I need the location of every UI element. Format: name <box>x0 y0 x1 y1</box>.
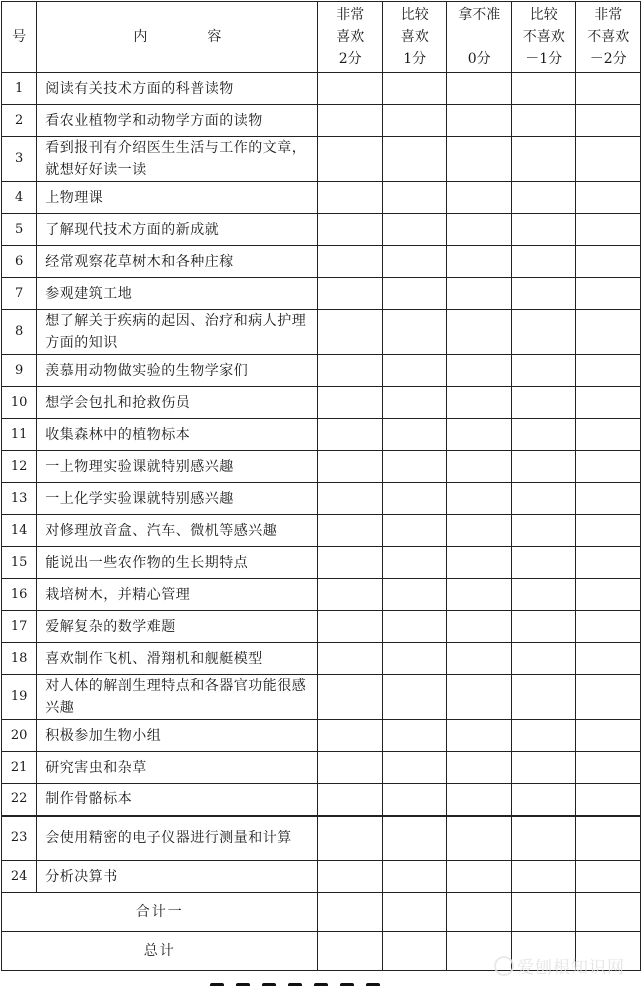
score-cell[interactable] <box>382 784 447 816</box>
score-cell[interactable] <box>318 816 383 861</box>
score-cell[interactable] <box>511 752 576 784</box>
score-cell[interactable] <box>511 105 576 137</box>
score-cell[interactable] <box>447 137 512 182</box>
row-number: 7 <box>2 278 37 310</box>
table-row <box>2 355 641 387</box>
score-cell[interactable] <box>511 451 576 483</box>
row-number: 9 <box>2 355 37 387</box>
score-cell[interactable] <box>447 893 512 932</box>
score-cell[interactable] <box>576 182 641 214</box>
header-score-line: 比较 <box>400 7 429 23</box>
score-cell[interactable] <box>382 893 447 932</box>
row-number: 18 <box>2 643 37 675</box>
table-row <box>2 278 641 310</box>
score-cell[interactable] <box>511 387 576 419</box>
row-content: 想了解关于疾病的起因、治疗和病人护理方面的知识 <box>37 310 318 355</box>
score-cell[interactable] <box>576 861 641 893</box>
score-cell[interactable] <box>511 137 576 182</box>
row-number: 19 <box>2 675 37 720</box>
score-cell[interactable] <box>576 419 641 451</box>
row-content: 能说出一些农作物的生长期特点 <box>37 547 318 579</box>
score-cell[interactable] <box>576 451 641 483</box>
score-cell[interactable] <box>318 246 383 278</box>
score-cell[interactable] <box>318 214 383 246</box>
score-cell[interactable] <box>318 310 383 355</box>
score-cell[interactable] <box>318 515 383 547</box>
score-cell[interactable] <box>576 579 641 611</box>
table-row <box>2 419 641 451</box>
header-score-points: －1分 <box>525 51 563 67</box>
score-cell[interactable] <box>447 816 512 861</box>
table-row <box>2 752 641 784</box>
row-number: 16 <box>2 579 37 611</box>
row-content: 一上化学实验课就特别感兴趣 <box>37 483 318 515</box>
score-cell[interactable] <box>511 278 576 310</box>
score-cell[interactable] <box>447 579 512 611</box>
score-cell[interactable] <box>447 214 512 246</box>
header-score-very-dislike <box>576 2 641 73</box>
table-row <box>2 784 641 816</box>
score-cell[interactable] <box>447 451 512 483</box>
score-cell[interactable] <box>382 214 447 246</box>
score-cell[interactable] <box>447 419 512 451</box>
score-cell[interactable] <box>576 547 641 579</box>
score-cell[interactable] <box>511 675 576 720</box>
score-cell[interactable] <box>382 611 447 643</box>
score-cell[interactable] <box>382 310 447 355</box>
score-cell[interactable] <box>511 643 576 675</box>
score-cell[interactable] <box>382 355 447 387</box>
row-content: 制作骨骼标本 <box>37 784 318 816</box>
row-number: 13 <box>2 483 37 515</box>
score-cell[interactable] <box>318 720 383 752</box>
row-number: 23 <box>2 816 37 861</box>
score-cell[interactable] <box>447 515 512 547</box>
score-cell[interactable] <box>447 483 512 515</box>
row-number: 10 <box>2 387 37 419</box>
score-cell[interactable] <box>576 105 641 137</box>
row-number: 3 <box>2 137 37 182</box>
header-score-line: 不喜欢 <box>587 29 630 45</box>
interest-survey-table <box>1 1 641 971</box>
table-row <box>2 246 641 278</box>
score-cell[interactable] <box>447 278 512 310</box>
row-number: 21 <box>2 752 37 784</box>
score-cell[interactable] <box>447 861 512 893</box>
row-number: 20 <box>2 720 37 752</box>
score-cell[interactable] <box>318 73 383 105</box>
score-cell[interactable] <box>576 515 641 547</box>
row-number: 14 <box>2 515 37 547</box>
score-cell[interactable] <box>382 643 447 675</box>
table-row <box>2 483 641 515</box>
header-score-line: 非常 <box>336 7 365 23</box>
score-cell[interactable] <box>447 387 512 419</box>
header-score-line: 不喜欢 <box>522 29 565 45</box>
score-cell[interactable] <box>511 784 576 816</box>
table-row <box>2 310 641 355</box>
table-row <box>2 451 641 483</box>
table-row <box>2 675 641 720</box>
score-cell[interactable] <box>318 643 383 675</box>
score-cell[interactable] <box>576 214 641 246</box>
header-score-line: 拿不准 <box>458 7 501 23</box>
header-score-points: 1分 <box>403 51 427 67</box>
score-cell[interactable] <box>318 387 383 419</box>
score-cell[interactable] <box>382 73 447 105</box>
row-number: 4 <box>2 182 37 214</box>
row-content: 上物理课 <box>37 182 318 214</box>
score-cell[interactable] <box>576 784 641 816</box>
header-score-line: 比较 <box>529 7 558 23</box>
table-row <box>2 515 641 547</box>
row-content: 喜欢制作飞机、滑翔机和舰艇模型 <box>37 643 318 675</box>
score-cell[interactable] <box>511 579 576 611</box>
score-cell[interactable] <box>447 547 512 579</box>
row-content: 栽培树木，并精心管理 <box>37 579 318 611</box>
table-row <box>2 579 641 611</box>
score-cell[interactable] <box>576 310 641 355</box>
header-score-like <box>382 2 447 73</box>
header-content <box>37 2 318 73</box>
row-number: 22 <box>2 784 37 816</box>
score-cell[interactable] <box>511 419 576 451</box>
score-cell[interactable] <box>576 611 641 643</box>
score-cell[interactable] <box>511 182 576 214</box>
score-cell[interactable] <box>447 73 512 105</box>
score-cell[interactable] <box>447 355 512 387</box>
row-content: 研究害虫和杂草 <box>37 752 318 784</box>
score-cell[interactable] <box>382 752 447 784</box>
row-content: 爱解复杂的数学难题 <box>37 611 318 643</box>
score-cell[interactable] <box>382 246 447 278</box>
score-cell[interactable] <box>576 675 641 720</box>
score-cell[interactable] <box>318 483 383 515</box>
row-number: 5 <box>2 214 37 246</box>
score-cell[interactable] <box>382 182 447 214</box>
score-cell[interactable] <box>382 451 447 483</box>
table-row <box>2 73 641 105</box>
score-cell[interactable] <box>382 483 447 515</box>
score-cell[interactable] <box>576 720 641 752</box>
score-cell[interactable] <box>576 816 641 861</box>
score-cell[interactable] <box>511 816 576 861</box>
table-row <box>2 182 641 214</box>
score-cell[interactable] <box>318 451 383 483</box>
header-score-very-like <box>318 2 383 73</box>
score-cell[interactable] <box>382 816 447 861</box>
header-score-line: 喜欢 <box>336 29 365 45</box>
score-cell[interactable] <box>318 547 383 579</box>
row-number: 15 <box>2 547 37 579</box>
score-cell[interactable] <box>511 720 576 752</box>
score-cell[interactable] <box>318 784 383 816</box>
table-row <box>2 214 641 246</box>
row-content: 对修理放音盒、汽车、微机等感兴趣 <box>37 515 318 547</box>
score-cell[interactable] <box>576 893 641 932</box>
score-cell[interactable] <box>382 579 447 611</box>
score-cell[interactable] <box>511 73 576 105</box>
score-cell[interactable] <box>511 611 576 643</box>
watermark-logo-icon <box>494 956 514 976</box>
score-cell[interactable] <box>382 675 447 720</box>
score-cell[interactable] <box>318 278 383 310</box>
score-cell[interactable] <box>318 932 383 971</box>
row-content: 积极参加生物小组 <box>37 720 318 752</box>
score-cell[interactable] <box>382 137 447 182</box>
row-content: 看农业植物学和动物学方面的读物 <box>37 105 318 137</box>
header-score-points: －2分 <box>589 51 627 67</box>
row-number: 12 <box>2 451 37 483</box>
table-row <box>2 105 641 137</box>
row-number: 24 <box>2 861 37 893</box>
score-cell[interactable] <box>382 278 447 310</box>
score-cell[interactable] <box>382 547 447 579</box>
score-cell[interactable] <box>318 611 383 643</box>
score-cell[interactable] <box>382 387 447 419</box>
score-cell[interactable] <box>318 861 383 893</box>
row-content: 阅读有关技术方面的科普读物 <box>37 73 318 105</box>
score-cell[interactable] <box>511 214 576 246</box>
score-cell[interactable] <box>382 861 447 893</box>
row-number: 8 <box>2 310 37 355</box>
row-content: 了解现代技术方面的新成就 <box>37 214 318 246</box>
score-cell[interactable] <box>511 355 576 387</box>
watermark-text: 爱刨根知识网 <box>517 958 625 978</box>
watermark <box>494 953 625 978</box>
subtotal-label: 合计一 <box>2 893 318 932</box>
header-score-points: 2分 <box>338 51 362 67</box>
score-cell[interactable] <box>576 355 641 387</box>
score-cell[interactable] <box>318 419 383 451</box>
row-content: 会使用精密的电子仪器进行测量和计算 <box>37 816 318 861</box>
score-cell[interactable] <box>447 182 512 214</box>
row-content: 看到报刊有介绍医生生活与工作的文章，就想好好读一读 <box>37 137 318 182</box>
score-cell[interactable] <box>447 611 512 643</box>
score-cell[interactable] <box>511 483 576 515</box>
header-score-line: 喜欢 <box>400 29 429 45</box>
table-row <box>2 720 641 752</box>
score-cell[interactable] <box>576 752 641 784</box>
header-score-line: 非常 <box>594 7 623 23</box>
score-cell[interactable] <box>576 387 641 419</box>
table-row <box>2 547 641 579</box>
table-row <box>2 643 641 675</box>
total-label: 总计 <box>2 932 318 971</box>
row-content: 对人体的解剖生理特点和各器官功能很感兴趣 <box>37 675 318 720</box>
header-no: 号 <box>2 2 37 73</box>
score-cell[interactable] <box>382 105 447 137</box>
score-cell[interactable] <box>447 105 512 137</box>
score-cell[interactable] <box>382 419 447 451</box>
header-score-unsure <box>447 2 512 73</box>
score-cell[interactable] <box>511 515 576 547</box>
score-cell[interactable] <box>318 752 383 784</box>
row-content: 一上物理实验课就特别感兴趣 <box>37 451 318 483</box>
row-content: 想学会包扎和抢救伤员 <box>37 387 318 419</box>
score-cell[interactable] <box>511 310 576 355</box>
score-cell[interactable] <box>447 720 512 752</box>
score-cell[interactable] <box>511 246 576 278</box>
header-score-dislike <box>511 2 576 73</box>
score-cell[interactable] <box>511 861 576 893</box>
score-cell[interactable] <box>382 720 447 752</box>
score-cell[interactable] <box>447 246 512 278</box>
table-row <box>2 387 641 419</box>
score-cell[interactable] <box>576 73 641 105</box>
row-number: 6 <box>2 246 37 278</box>
row-number: 2 <box>2 105 37 137</box>
score-cell[interactable] <box>447 752 512 784</box>
subtotal-row <box>2 893 641 932</box>
score-cell[interactable] <box>511 893 576 932</box>
score-cell[interactable] <box>447 784 512 816</box>
score-cell[interactable] <box>382 515 447 547</box>
header-row <box>2 2 641 73</box>
header-content-label: 内容 <box>133 29 282 45</box>
table-row <box>2 611 641 643</box>
score-cell[interactable] <box>576 137 641 182</box>
score-cell[interactable] <box>318 355 383 387</box>
table-row <box>2 816 641 861</box>
row-content: 分析决算书 <box>37 861 318 893</box>
score-cell[interactable] <box>511 547 576 579</box>
score-cell[interactable] <box>576 278 641 310</box>
score-cell[interactable] <box>318 182 383 214</box>
score-cell[interactable] <box>447 675 512 720</box>
score-cell[interactable] <box>576 246 641 278</box>
table-row <box>2 137 641 182</box>
row-content: 参观建筑工地 <box>37 278 318 310</box>
header-score-points: 0分 <box>467 51 491 67</box>
score-cell[interactable] <box>576 483 641 515</box>
row-number: 17 <box>2 611 37 643</box>
score-cell[interactable] <box>382 932 447 971</box>
row-content: 经常观察花草树木和各种庄稼 <box>37 246 318 278</box>
score-cell[interactable] <box>318 105 383 137</box>
survey-rows <box>2 73 641 893</box>
score-cell[interactable] <box>447 643 512 675</box>
score-cell[interactable] <box>318 893 383 932</box>
score-cell[interactable] <box>318 579 383 611</box>
score-cell[interactable] <box>447 310 512 355</box>
score-cell[interactable] <box>318 675 383 720</box>
row-content: 羡慕用动物做实验的生物学家们 <box>37 355 318 387</box>
table-row <box>2 861 641 893</box>
row-number: 1 <box>2 73 37 105</box>
row-content: 收集森林中的植物标本 <box>37 419 318 451</box>
row-number: 11 <box>2 419 37 451</box>
score-cell[interactable] <box>576 643 641 675</box>
score-cell[interactable] <box>318 137 383 182</box>
